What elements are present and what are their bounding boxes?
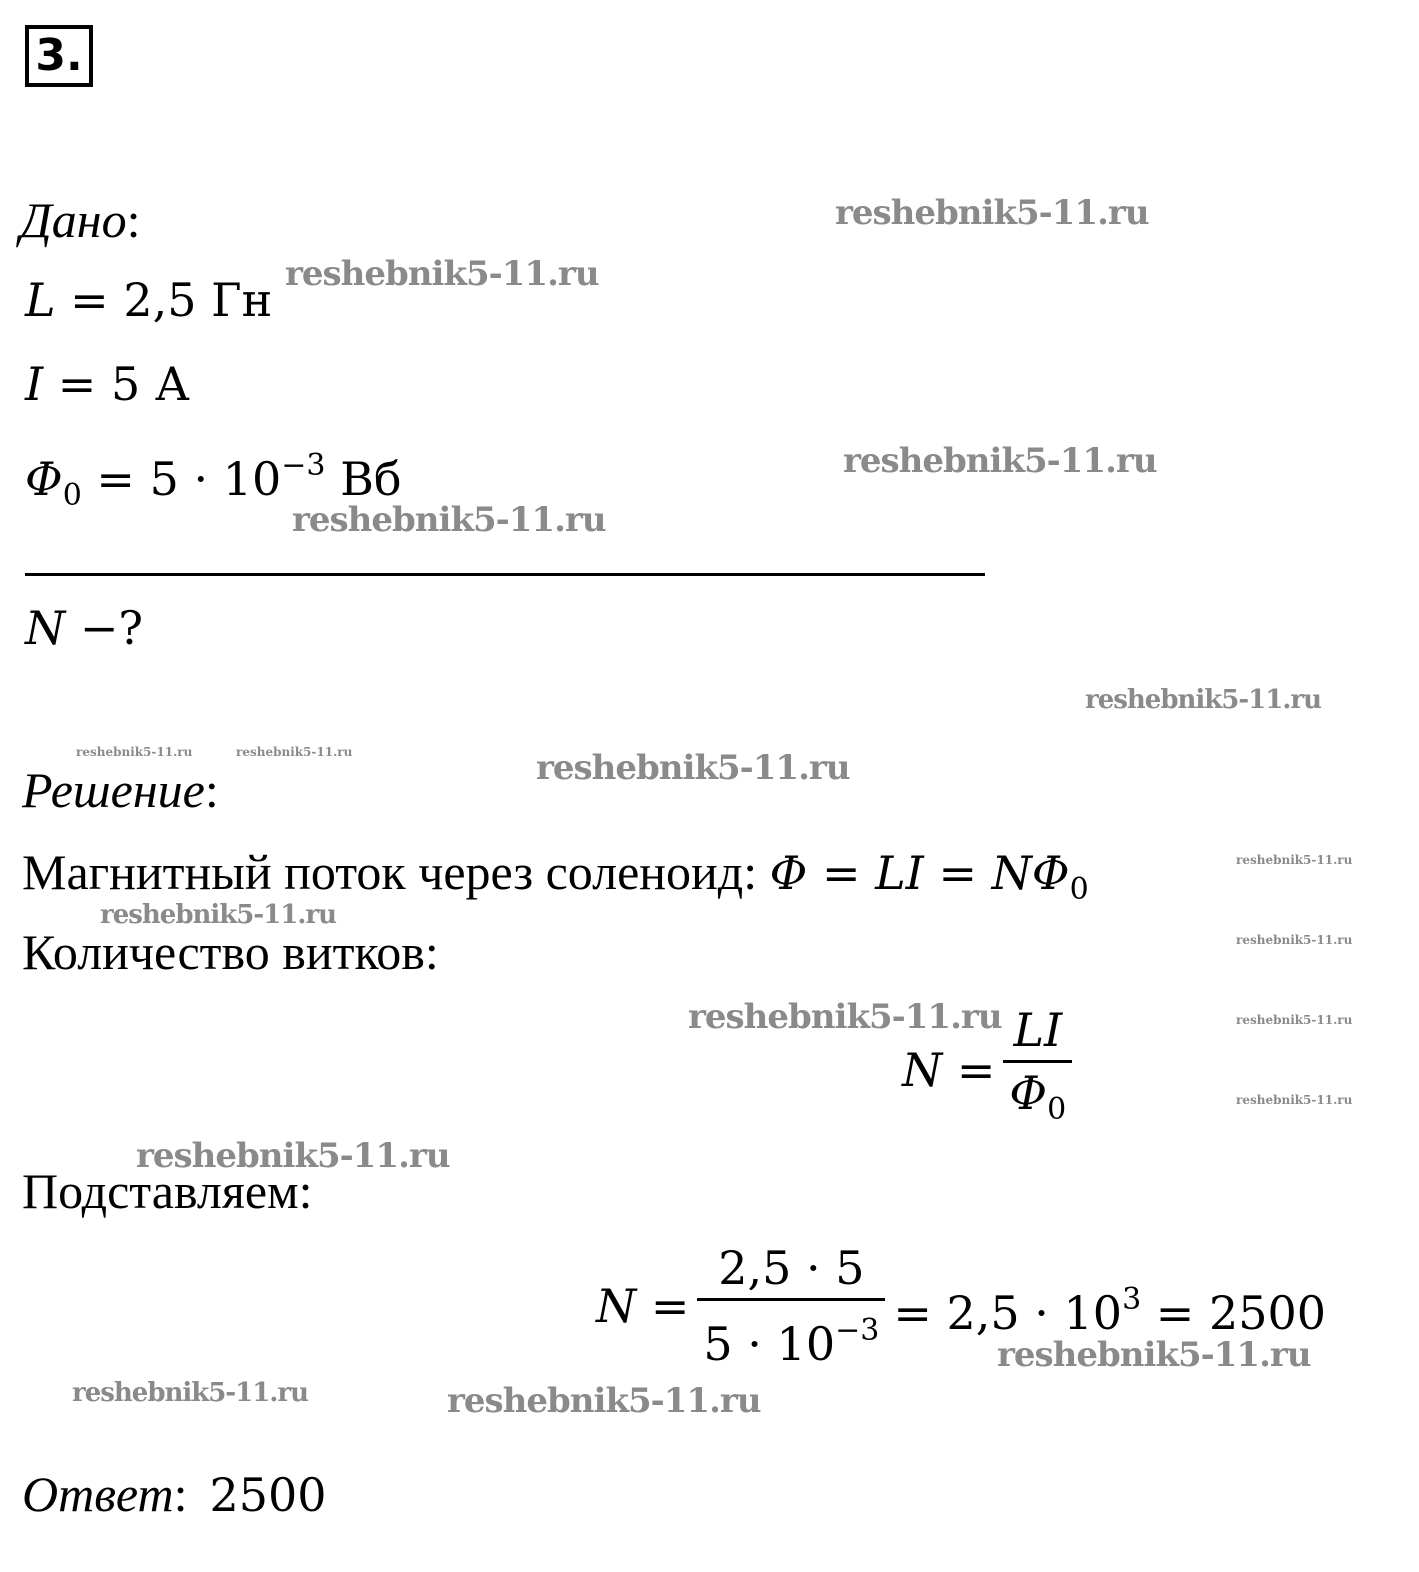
unknown-question: −? xyxy=(65,601,144,655)
watermark: reshebnik5-11.ru xyxy=(447,1381,761,1421)
calculation-denominator xyxy=(697,1301,885,1374)
inductance-value: = 2,5 Гн xyxy=(55,273,273,327)
given-inductance xyxy=(25,272,272,328)
watermark: reshebnik5-11.ru xyxy=(536,748,850,788)
flux-symbol: Φ xyxy=(25,452,63,506)
flux-formula-subscript: 0 xyxy=(1069,872,1089,907)
watermark: reshebnik5-11.ru xyxy=(843,441,1157,481)
given-divider xyxy=(25,573,985,576)
current-symbol: I xyxy=(25,357,44,411)
unknown-symbol: N xyxy=(25,601,66,655)
watermark: reshebnik5-11.ru xyxy=(835,193,1149,233)
given-current xyxy=(25,356,190,412)
watermark: reshebnik5-11.ru xyxy=(236,745,353,759)
flux-value-mantissa: = 5 · 10 xyxy=(81,452,282,506)
solution-heading-colon: : xyxy=(204,762,219,818)
turns-formula-lhs: N = xyxy=(902,1043,996,1097)
inductance-symbol: L xyxy=(25,273,56,327)
flux-unit: Вб xyxy=(325,452,402,506)
flux-subscript: 0 xyxy=(62,478,82,513)
problem-number: 3. xyxy=(25,25,93,87)
watermark: reshebnik5-11.ru xyxy=(76,745,193,759)
given-heading-label: Дано xyxy=(20,192,127,248)
watermark: reshebnik5-11.ru xyxy=(1236,853,1353,867)
answer-heading-colon: : xyxy=(173,1466,188,1522)
find-unknown xyxy=(25,600,143,656)
turns-denominator-subscript: 0 xyxy=(1047,1092,1067,1127)
answer-value: 2500 xyxy=(209,1468,327,1522)
flux-formula-main: Φ = LI = NΦ xyxy=(769,846,1070,900)
turns-fraction-numerator: LI xyxy=(1013,1003,1063,1057)
calculation-result-exponent: 3 xyxy=(1122,1281,1142,1317)
watermark: reshebnik5-11.ru xyxy=(1085,685,1322,715)
watermark: reshebnik5-11.ru xyxy=(1236,933,1353,947)
watermark: reshebnik5-11.ru xyxy=(72,1378,309,1408)
calculation-denominator-exponent: −3 xyxy=(835,1313,880,1348)
watermark: reshebnik5-11.ru xyxy=(292,500,606,540)
calculation-lhs: N = xyxy=(596,1279,690,1333)
watermark: reshebnik5-11.ru xyxy=(100,900,337,930)
turns-fraction-denominator xyxy=(1003,1063,1072,1140)
watermark: reshebnik5-11.ru xyxy=(1236,1013,1353,1027)
turns-description: Количество витков: xyxy=(22,924,439,980)
flux-formula xyxy=(769,846,1089,907)
answer-heading-label: Ответ xyxy=(22,1466,174,1522)
turns-denominator-symbol: Φ xyxy=(1009,1066,1048,1120)
current-value: = 5 А xyxy=(43,357,190,411)
calculation-denominator-mantissa: 5 · 10 xyxy=(703,1317,836,1371)
watermark: reshebnik5-11.ru xyxy=(136,1136,450,1176)
calculation-result xyxy=(893,1272,1326,1341)
given-heading-colon: : xyxy=(126,192,141,248)
watermark: reshebnik5-11.ru xyxy=(1236,1093,1353,1107)
turns-fraction xyxy=(1003,1000,1072,1140)
answer-heading xyxy=(22,1466,187,1522)
substitution-description: Подставляем: xyxy=(22,1163,313,1219)
flux-description: Магнитный поток через соленоид: xyxy=(22,844,770,900)
solution-heading-label: Решение xyxy=(22,762,205,818)
answer-line xyxy=(22,1466,327,1523)
solution-heading xyxy=(22,762,219,818)
calculation-result-mantissa: = 2,5 · 10 xyxy=(893,1285,1123,1340)
watermark: reshebnik5-11.ru xyxy=(285,254,599,294)
given-heading xyxy=(20,192,141,248)
calculation-fraction xyxy=(697,1238,885,1374)
calculation-result-final: = 2500 xyxy=(1141,1285,1327,1340)
watermark: reshebnik5-11.ru xyxy=(688,997,1002,1037)
calculation-numerator: 2,5 · 5 xyxy=(718,1241,865,1295)
flux-exponent: −3 xyxy=(281,448,326,483)
watermark: reshebnik5-11.ru xyxy=(997,1335,1311,1375)
